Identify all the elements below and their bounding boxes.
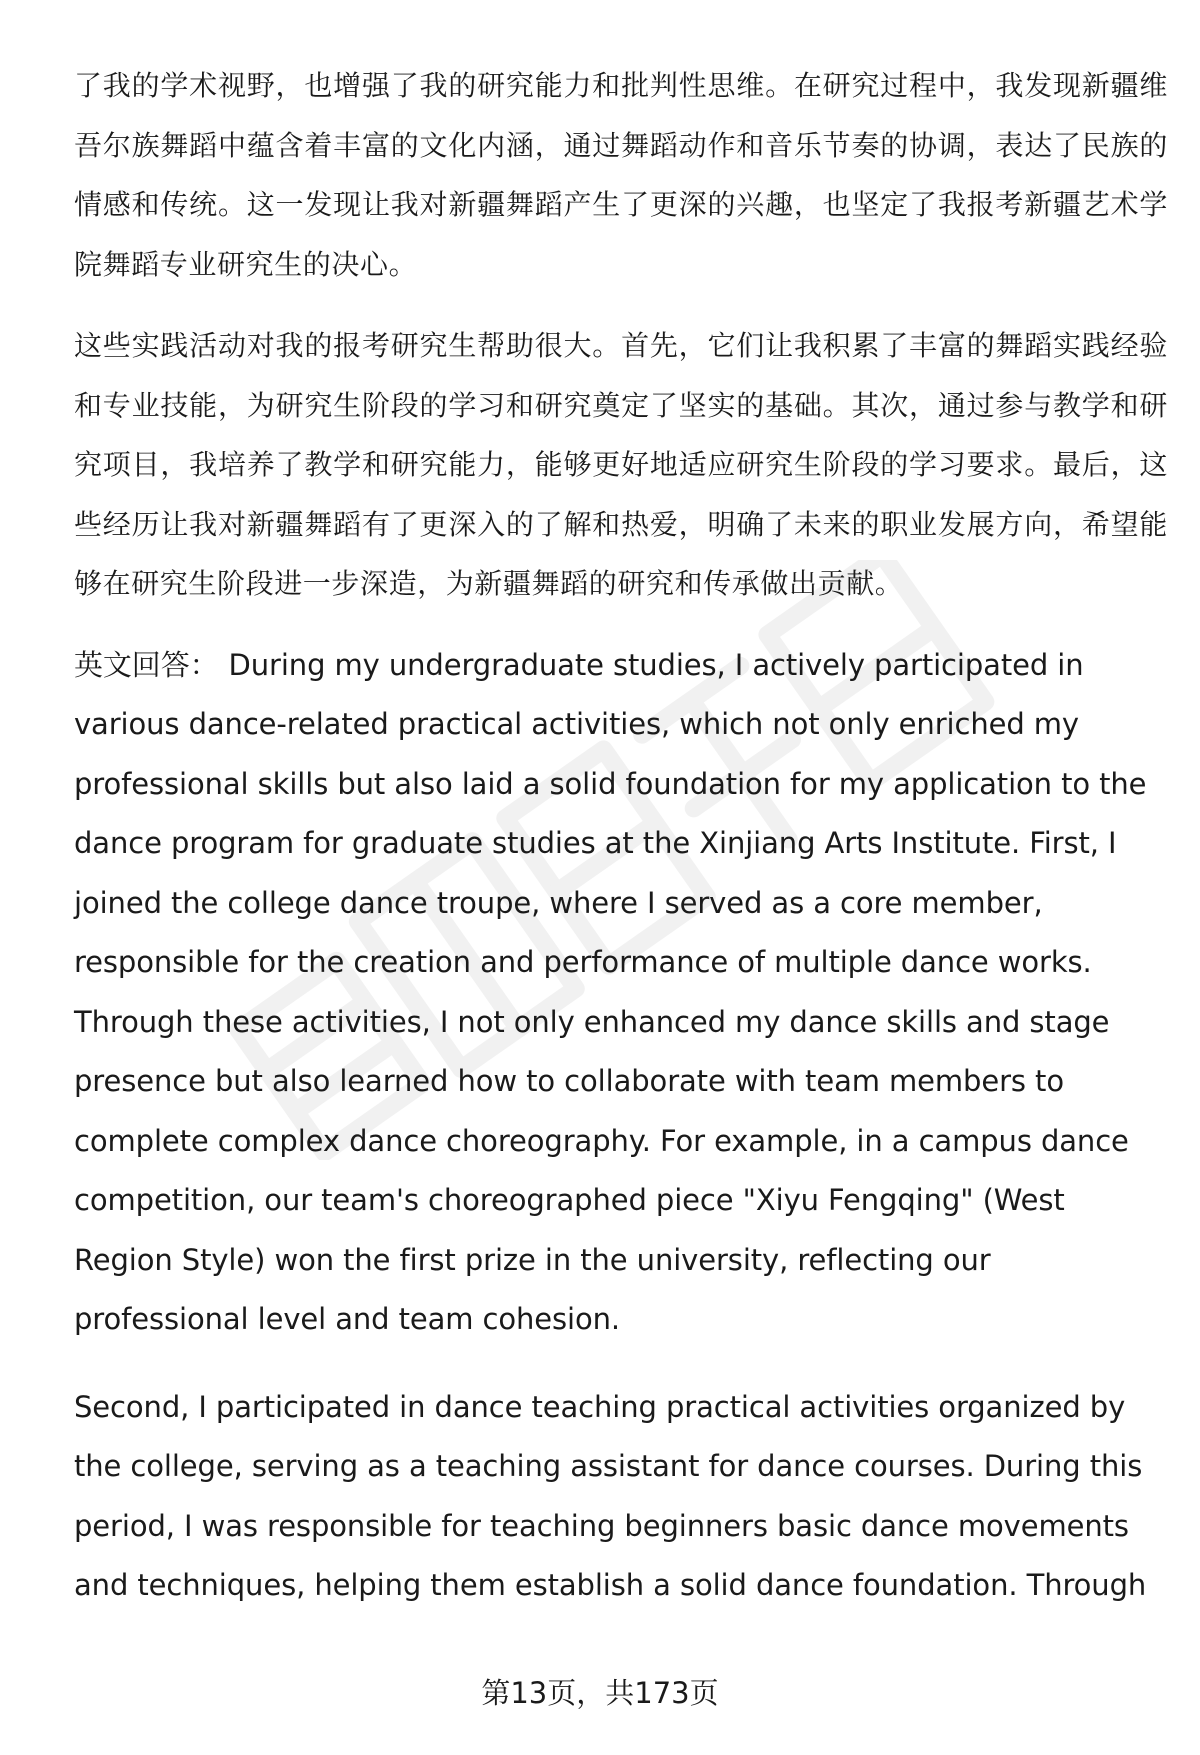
paragraph-en-1-text: During my undergraduate studies, I actively participated in various dance-related practical activities, which not only enriched my professional skills but also laid a solid foundation for my application to the dance program for graduate studies at the Xinjiang Arts Institute. First, I joined the college dance troupe, where I served as a core member, responsible for the creation and performance of multiple dance works. Through these activities, I not only enhanced my dance skills and stage presence but also learned how to collaborate with team members to complete complex dance choreography. For example, in a campus dance competition, our team's choreographed piece "Xiyu Fengqing" (West Region Style) won the first prize in the university, reflecting our professional level and team cohesion. [74, 647, 1147, 1336]
paragraph-en-1 [74, 636, 1168, 1350]
paragraph-zh-1: 了我的学术视野，也增强了我的研究能力和批判性思维。在研究过程中，我发现新疆维吾尔族舞蹈中蕴含着丰富的文化内涵，通过舞蹈动作和音乐节奏的协调，表达了民族的情感和传统。这一发现让我对新疆舞蹈产生了更深的兴趣，也坚定了我报考新疆艺术学院舞蹈专业研究生的决心。 [74, 69, 1168, 281]
document-body [74, 56, 1168, 1616]
english-answer-label: 英文回答： [74, 647, 219, 682]
paragraph-en-2: Second, I participated in dance teaching practical activities organized by the college, serving as a teaching assistant for dance courses. During this period, I was responsible for teaching beginners basic dance movements and techniques, helping them establish a solid dance foundation. Through [74, 1389, 1147, 1602]
page-number-footer: 第13页，共173页 [481, 1676, 719, 1710]
paragraph-zh-2: 这些实践活动对我的报考研究生帮助很大。首先，它们让我积累了丰富的舞蹈实践经验和专业技能，为研究生阶段的学习和研究奠定了坚实的基础。其次，通过参与教学和研究项目，我培养了教学和研究能力，能够更好地适应研究生阶段的学习要求。最后，这些经历让我对新疆舞蹈有了更深入的了解和热爱，明确了未来的职业发展方向，希望能够在研究生阶段进一步深造，为新疆舞蹈的研究和传承做出贡献。 [74, 329, 1168, 600]
